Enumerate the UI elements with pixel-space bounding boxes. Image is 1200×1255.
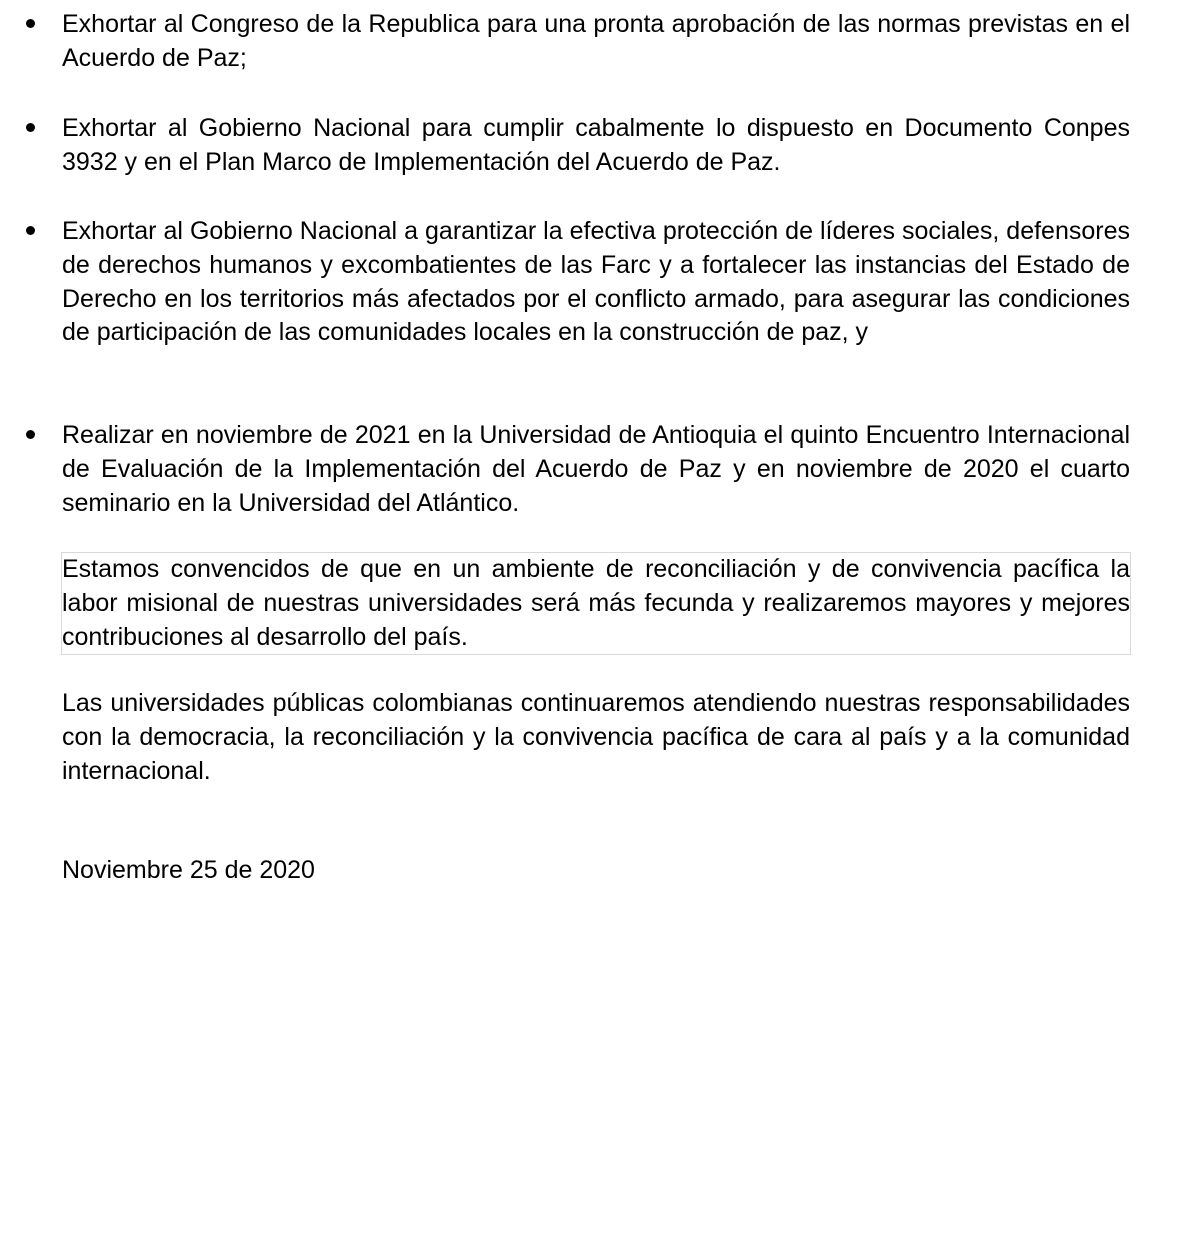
paragraph-universidades-publicas: Las universidades públicas colombianas continuaremos atendiendo nuestras responsabilidades con la democracia, la reconciliación y la convivencia pacífica de cara al país y a la comunidad internacional. (62, 689, 1130, 785)
bullet-item-encuentro: Realizar en noviembre de 2021 en la Universidad de Antioquia el quinto Encuentro Internacional de Evaluación de la Implementación del Acuerdo de Paz y en noviembre de 2020 el cuarto seminario en la Universidad del Atlántico. (62, 421, 1130, 517)
bullet-item-congreso: Exhortar al Congreso de la Republica para una pronta aprobación de las normas previstas en el Acuerdo de Paz; (62, 10, 1130, 72)
bullet-item-proteccion-lideres: Exhortar al Gobierno Nacional a garantizar la efectiva protección de líderes sociales, defensores de derechos humanos y excombatientes de las Farc y a fortalecer las instancias del Estado de Derecho en los territorios más afectados por el conflicto armado, para asegurar las condiciones de participación de las comunidades locales en la construcción de paz, y (62, 217, 1130, 347)
bullet-dot-icon (24, 226, 38, 240)
bullet-dot-icon (24, 123, 38, 137)
bullet-dot-icon (24, 19, 38, 33)
bullet-dot-icon (24, 430, 38, 444)
bullet-item-conpes: Exhortar al Gobierno Nacional para cumplir cabalmente lo dispuesto en Documento Conpes 3932 y en el Plan Marco de Implementación del Acuerdo de Paz. (62, 114, 1130, 176)
paragraph-reconciliacion: Estamos convencidos de que en un ambiente de reconciliación y de convivencia pacífica la labor misional de nuestras universidades será más fecunda y realizaremos mayores y mejores contribuciones al desarrollo del país. (62, 553, 1130, 654)
document-date: Noviembre 25 de 2020 (62, 856, 315, 884)
